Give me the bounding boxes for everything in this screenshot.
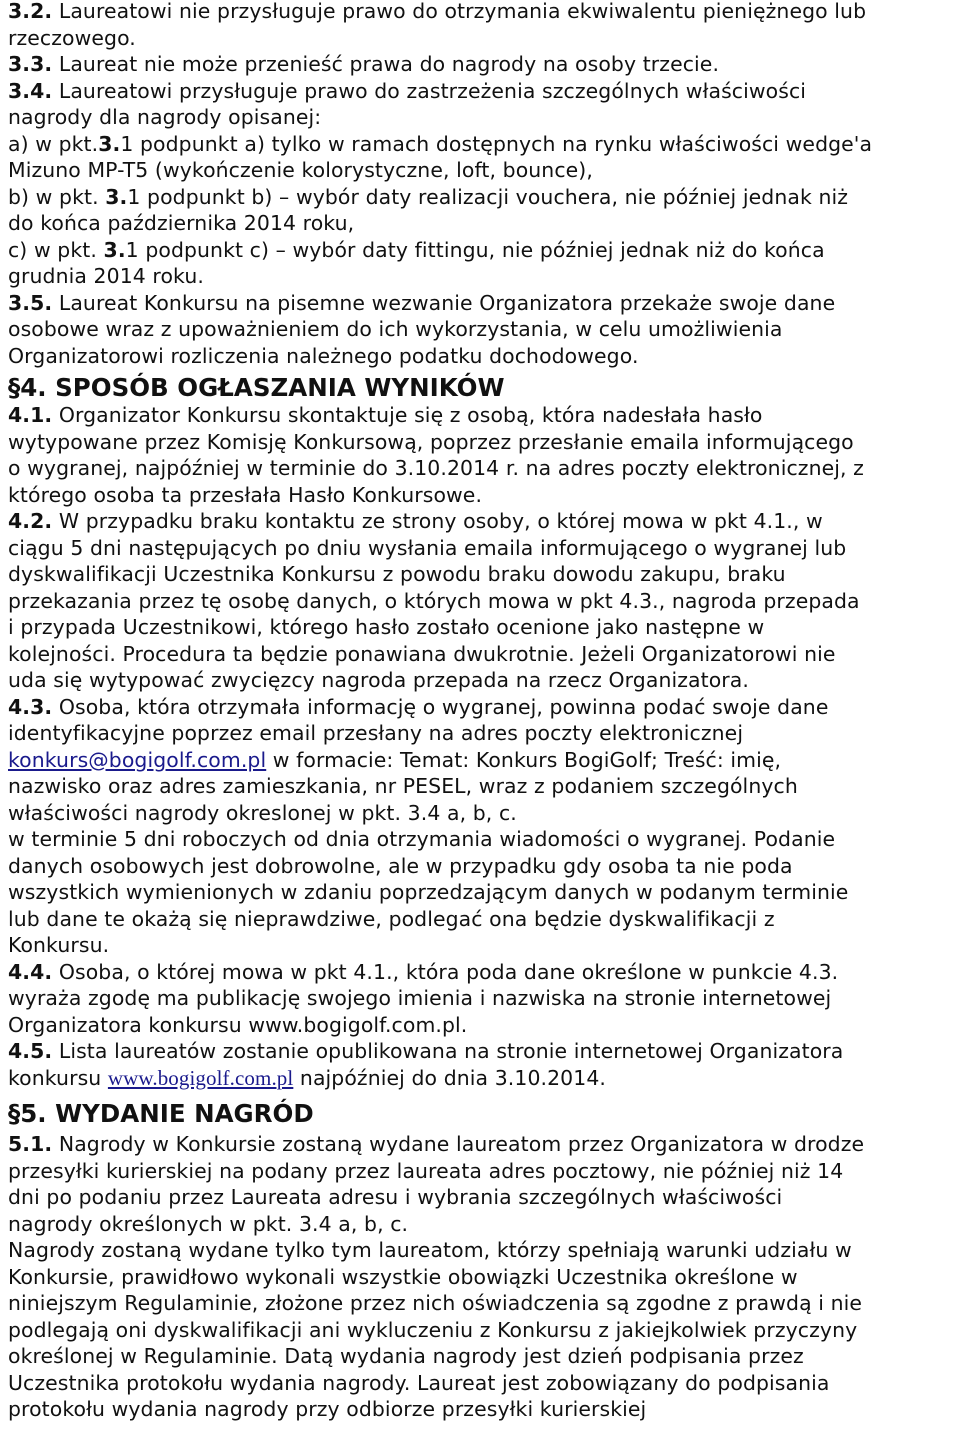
paragraph-4-3-line-1 <box>8 694 952 721</box>
paragraph-3-2-line-2: rzeczowego. <box>8 25 136 50</box>
paragraph-5-1-line-10: Uczestnika protokołu wydania nagrody. Laureat jest zobowiązany do podpisania <box>8 1370 830 1395</box>
item-text: 1 podpunkt c) – wybór daty fittingu, nie później jednak niż do końca <box>125 237 825 262</box>
paragraph-3-5-line-1 <box>8 290 952 317</box>
paragraph-text: Laureat Konkursu na pisemne wezwanie Organizatora przekaże swoje dane <box>52 290 836 315</box>
paragraph-4-2-line-3: dyskwalifikacji Uczestnika Konkursu z powodu braku dowodu zakupu, braku <box>8 562 786 586</box>
paragraph-4-4-line-3: Organizatora konkursu www.bogigolf.com.pl. <box>8 1012 468 1037</box>
paragraph-text: Laureat nie może przenieść prawa do nagrody na osoby trzecie. <box>52 52 720 76</box>
paragraph-4-3-line-2: identyfikacyjne poprzez email przesłany na adres poczty elektronicznej <box>8 721 744 745</box>
paragraph-4-1-line-2: wytypowane przez Komisję Konkursową, poprzez przesłanie emaila informującego <box>8 429 854 454</box>
paragraph-5-1-line-3: dni po podaniu przez Laureata adresu i wybrania szczególnych właściwości <box>8 1185 783 1209</box>
item-prefix: c) w pkt. <box>8 237 104 262</box>
item-b-line-2: do końca października 2014 roku, <box>8 211 355 235</box>
paragraph-4-2-line-4: przekazania przez tę osobę danych, o których mowa w pkt 4.3., nagroda przepada <box>8 588 860 613</box>
paragraph-4-5-line-2 <box>8 1065 952 1092</box>
paragraph-4-3-line-7: danych osobowych jest dobrowolne, ale w przypadku gdy osoba ta nie poda <box>8 853 793 878</box>
paragraph-number: 5.1. <box>8 1132 53 1156</box>
paragraph-4-2-line-7: uda się wytypować zwycięzcy nagroda przepada na rzecz Organizatora. <box>8 668 749 692</box>
paragraph-number: 3.3. <box>8 52 53 76</box>
paragraph-number: 4.5. <box>8 1039 53 1063</box>
item-c-line-1 <box>8 237 952 264</box>
paragraph-4-1-line-1 <box>8 402 952 429</box>
website-link[interactable]: www.bogigolf.com.pl <box>107 1065 294 1090</box>
paragraph-text: w formacie: Temat: Konkurs BogiGolf; Treść: imię, <box>266 747 782 772</box>
paragraph-text: Laureatowi przysługuje prawo do zastrzeżenia szczególnych właściwości <box>52 78 807 103</box>
paragraph-number: 3. <box>103 237 126 262</box>
paragraph-4-3-line-10: Konkursu. <box>8 933 110 957</box>
paragraph-4-2-line-1 <box>8 508 952 535</box>
paragraph-5-1-line-6: Konkursie, prawidłowo wykonali wszystkie obowiązki Uczestnika określone w <box>8 1264 798 1289</box>
item-a-line-1 <box>8 131 952 158</box>
paragraph-4-1-line-3: o wygranej, najpóźniej w terminie do 3.10.2014 r. na adres poczty elektronicznej, z <box>8 456 864 480</box>
paragraph-4-4-line-2: wyraża zgodę ma publikację swojego imienia i nazwiska na stronie internetowej <box>8 986 832 1010</box>
paragraph-text: konkursu <box>8 1065 108 1090</box>
paragraph-4-2-line-5: i przypada Uczestnikowi, którego hasło zostało ocenione jako następne w <box>8 615 765 639</box>
paragraph-4-3-line-4: nazwisko oraz adres zamieszkania, nr PESEL, wraz z podaniem szczególnych <box>8 774 798 798</box>
paragraph-5-1-line-4: nagrody określonych w pkt. 3.4 a, b, c. <box>8 1211 409 1236</box>
paragraph-4-3-line-5: właściwości nagrody okreslonej w pkt. 3.4 a, b, c. <box>8 800 517 825</box>
paragraph-number: 3. <box>98 131 121 156</box>
section-4-heading: §4. SPOSÓB OGŁASZANIA WYNIKÓW <box>8 373 505 402</box>
paragraph-4-3-line-3 <box>8 747 952 774</box>
paragraph-number: 4.1. <box>8 403 53 427</box>
item-c-line-2: grudnia 2014 roku. <box>8 264 204 288</box>
paragraph-3-3-line-1 <box>8 51 952 78</box>
item-b-line-1 <box>8 184 952 211</box>
paragraph-text: najpóźniej do dnia 3.10.2014. <box>293 1065 606 1090</box>
item-prefix: a) w pkt. <box>8 131 99 156</box>
paragraph-number: 3.4. <box>8 78 53 103</box>
paragraph-4-3-line-8: wszystkich wymienionych w zdaniu poprzedzającym danych w podanym terminie <box>8 880 849 904</box>
paragraph-5-1-line-7: niniejszym Regulaminie, złożone przez nich oświadczenia są zgodne z prawdą i nie <box>8 1291 863 1315</box>
paragraph-4-4-line-1 <box>8 959 952 986</box>
paragraph-text: Osoba, o której mowa w pkt 4.1., która poda dane określone w punkcie 4.3. <box>52 959 839 984</box>
paragraph-4-2-line-6: kolejności. Procedura ta będzie ponawiana dwukrotnie. Jeżeli Organizatorowi nie <box>8 641 836 666</box>
item-prefix: b) w pkt. <box>8 184 106 209</box>
paragraph-5-1-line-11: protokołu wydania nagrody przy odbiorze przesyłki kurierskiej <box>8 1397 647 1421</box>
paragraph-4-5-line-1 <box>8 1038 952 1065</box>
paragraph-5-1-line-2: przesyłki kurierskiej na podany przez laureata adres pocztowy, nie później niż 14 <box>8 1158 844 1183</box>
section-5-heading: §5. WYDANIE NAGRÓD <box>8 1099 314 1128</box>
paragraph-text: Nagrody w Konkursie zostaną wydane laureatom przez Organizatora w drodze <box>52 1132 865 1156</box>
paragraph-number: 4.4. <box>8 959 53 984</box>
item-a-line-2: Mizuno MP-T5 (wykończenie kolorystyczne, loft, bounce), <box>8 158 593 182</box>
paragraph-text: Organizator Konkursu skontaktuje się z osobą, która nadesłała hasło <box>52 403 763 427</box>
paragraph-5-1-line-5: Nagrody zostaną wydane tylko tym laureatom, którzy spełniają warunki udziału w <box>8 1238 852 1262</box>
paragraph-text: Osoba, która otrzymała informację o wygranej, powinna podać swoje dane <box>52 694 829 719</box>
paragraph-number: 4.2. <box>8 509 53 533</box>
paragraph-3-5-line-2: osobowe wraz z upoważnieniem do ich wykorzystania, w celu umożliwienia <box>8 317 783 341</box>
paragraph-text: Laureatowi nie przysługuje prawo do otrzymania ekwiwalentu pieniężnego lub <box>52 0 867 23</box>
paragraph-3-4-line-1 <box>8 78 952 105</box>
paragraph-text: W przypadku braku kontaktu ze strony osoby, o której mowa w pkt 4.1., w <box>52 509 823 533</box>
paragraph-number: 3.5. <box>8 290 53 315</box>
paragraph-4-2-line-2: ciągu 5 dni następujących po dniu wysłania emaila informującego o wygranej lub <box>8 535 847 560</box>
paragraph-3-5-line-3: Organizatorowi rozliczenia należnego podatku dochodowego. <box>8 343 639 368</box>
paragraph-number: 3.2. <box>8 0 53 23</box>
paragraph-3-4-line-2: nagrody dla nagrody opisanej: <box>8 105 322 129</box>
paragraph-5-1-line-8: podlegają oni dyskwalifikacji ani wykluczeniu z Konkursu z jakiejkolwiek przyczyny <box>8 1317 858 1342</box>
paragraph-number: 3. <box>105 184 128 209</box>
paragraph-5-1-line-9: określonej w Regulaminie. Datą wydania nagrody jest dzień podpisania przez <box>8 1344 804 1368</box>
paragraph-5-1-line-1 <box>8 1131 952 1158</box>
paragraph-4-3-line-9: lub dane te okażą się nieprawdziwe, podlegać ona będzie dyskwalifikacji z <box>8 906 775 931</box>
paragraph-3-2-line-1 <box>8 0 952 25</box>
item-text: 1 podpunkt a) tylko w ramach dostępnych na rynku właściwości wedge'a <box>120 131 873 156</box>
paragraph-text: Lista laureatów zostanie opublikowana na stronie internetowej Organizatora <box>52 1039 844 1063</box>
paragraph-4-3-line-6: w terminie 5 dni roboczych od dnia otrzymania wiadomości o wygranej. Podanie <box>8 827 836 851</box>
item-text: 1 podpunkt b) – wybór daty realizacji vouchera, nie później jednak niż <box>127 184 849 209</box>
paragraph-number: 4.3. <box>8 694 53 719</box>
email-link[interactable]: konkurs@bogigolf.com.pl <box>8 747 267 772</box>
paragraph-4-1-line-4: którego osoba ta przesłała Hasło Konkursowe. <box>8 482 483 507</box>
